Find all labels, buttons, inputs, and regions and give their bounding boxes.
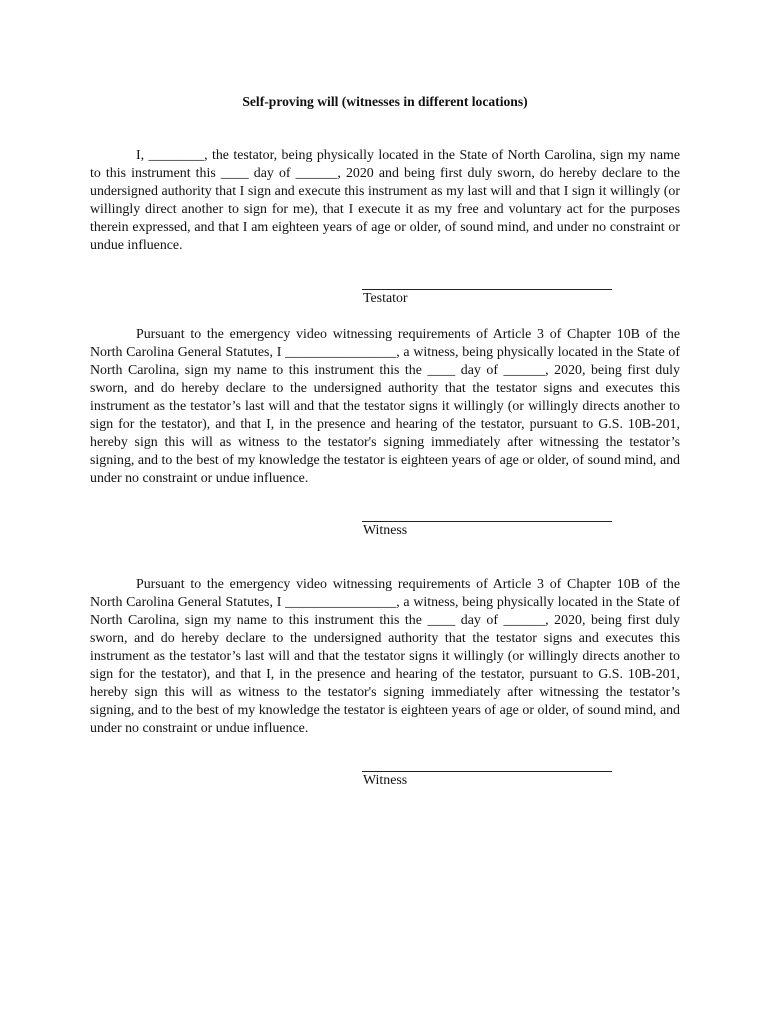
witness-1-declaration-paragraph: Pursuant to the emergency video witnessing requirements of Article 3 of Chapter 10B of the North Carolina General Statutes, I ________________, a witness, being physically located in the State of North Carolina, sign my name to this instrument this the ____ day of ______, 2020, being first duly sworn, and do hereby declare to the undersigned authority that the testator signs and executes this instrument as the testator’s last will and that the testator signs it willingly (or willingly directs another to sign for the testator), and that I, in the presence and hearing of the testator, pursuant to G.S. 10B-201, hereby sign this will as witness to the testator's signing immediately after witnessing the testator’s signing, and to the best of my knowledge the testator is eighteen years of age or older, of sound mind, and under no constraint or undue influence.	[90, 327, 680, 486]
testator-declaration-paragraph: I, ________, the testator, being physically located in the State of North Carolina, sign my name to this instrument this ____ day of ______, 2020 and being first duly sworn, do hereby declare to the undersigned authority that I sign and execute this instrument as my last will and that I sign it willingly (or willingly direct another to sign for me), that I execute it as my free and voluntary act for the purposes therein expressed, and that I am eighteen years of age or older, of sound mind, and under no constraint or undue influence.	[90, 148, 680, 253]
witness-1-signature-label: Witness	[363, 523, 408, 538]
testator-signature-label: Testator	[363, 291, 408, 306]
witness-2-declaration-paragraph: Pursuant to the emergency video witnessing requirements of Article 3 of Chapter 10B of the North Carolina General Statutes, I ________________, a witness, being physically located in the State of North Carolina, sign my name to this instrument this the ____ day of ______, 2020, being first duly sworn, and do hereby declare to the undersigned authority that the testator signs and executes this instrument as the testator’s last will and that the testator signs it willingly (or willingly directs another to sign for the testator), and that I, in the presence and hearing of the testator, pursuant to G.S. 10B-201, hereby sign this will as witness to the testator's signing immediately after witnessing the testator’s signing, and to the best of my knowledge the testator is eighteen years of age or older, of sound mind, and under no constraint or undue influence.	[90, 577, 680, 736]
witness-2-signature-label: Witness	[363, 773, 408, 788]
document-title: Self-proving will (witnesses in different locations)	[242, 94, 528, 109]
